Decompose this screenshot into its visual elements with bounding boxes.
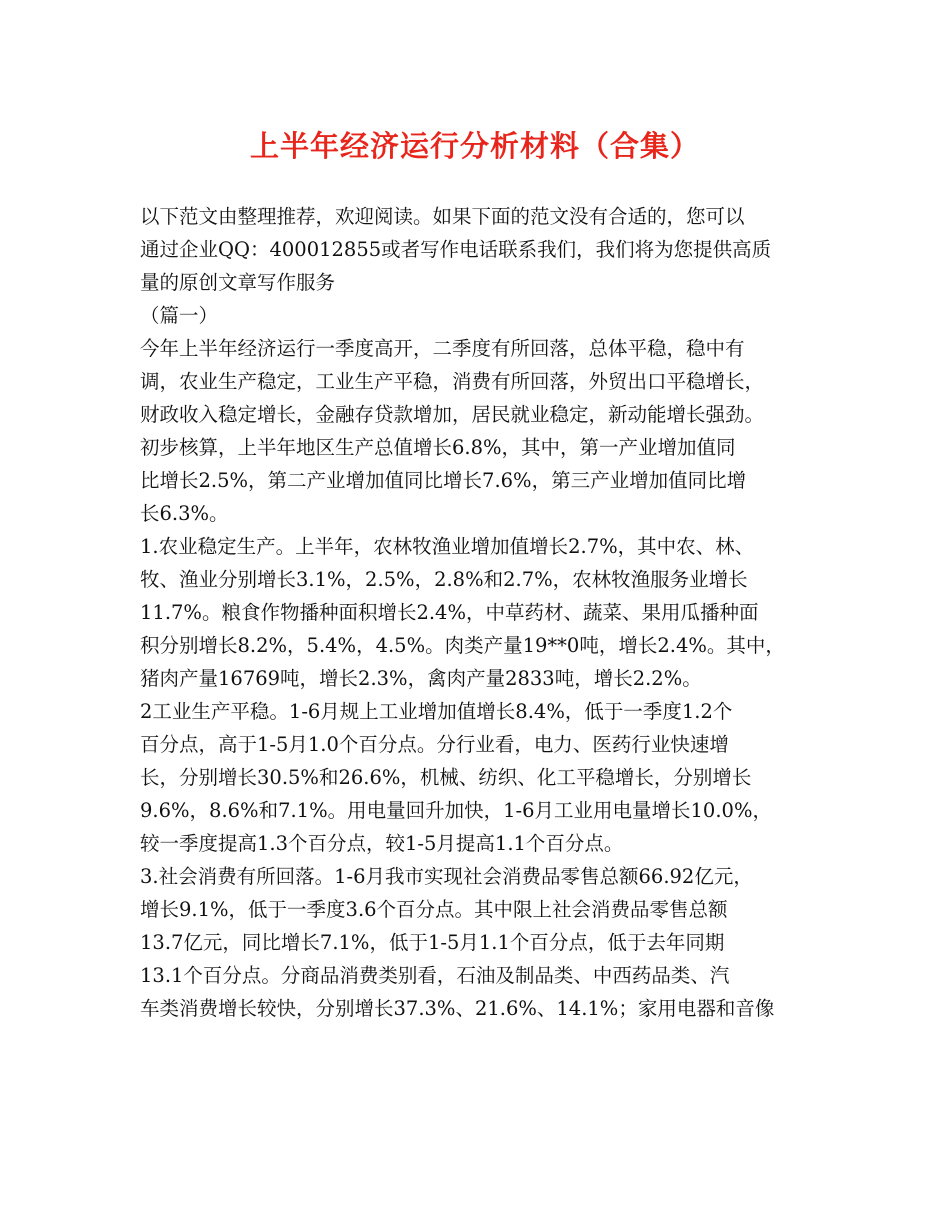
text-line: 量的原创文章写作服务 xyxy=(140,271,336,294)
text-line: 13.1个百分点。分商品消费类别看，石油及制品类、中西药品类、汽 xyxy=(140,964,730,987)
document-title: 上半年经济运行分析材料（合集） xyxy=(249,129,700,163)
text-line: 调，农业生产稳定，工业生产平稳，消费有所回落，外贸出口平稳增长， xyxy=(140,370,765,393)
text-line: 财政收入稳定增长，金融存贷款增加，居民就业稳定，新动能增长强劲。 xyxy=(140,403,765,426)
text-line: 积分别增长8.2%，5.4%，4.5%。肉类产量19**0吨，增长2.4%。其中， xyxy=(140,634,785,657)
text-line: 较一季度提高1.3个百分点，较1-5月提高1.1个百分点。 xyxy=(140,832,624,855)
text-line: 长6.3%。 xyxy=(140,502,229,525)
text-line: 长，分别增长30.5%和26.6%，机械、纺织、化工平稳增长，分别增长 xyxy=(140,766,752,789)
text-line: 百分点，高于1-5月1.0个百分点。分行业看，电力、医药行业快速增 xyxy=(140,733,729,756)
text-line: 13.7亿元，同比增长7.1%，低于1-5月1.1个百分点，低于去年同期 xyxy=(140,931,725,954)
document-body xyxy=(140,200,820,1025)
section-heading: （篇一） xyxy=(140,304,219,327)
text-line: 3.社会消费有所回落。1-6月我市实现社会消费品零售总额66.92亿元， xyxy=(140,865,753,888)
text-line: 车类消费增长较快，分别增长37.3%、21.6%、14.1%；家用电器和音像 xyxy=(140,997,775,1020)
text-line: 今年上半年经济运行一季度高开，二季度有所回落，总体平稳，稳中有 xyxy=(140,337,745,360)
text-line: 以下范文由整理推荐，欢迎阅读。如果下面的范文没有合适的，您可以 xyxy=(140,205,745,228)
text-line: 11.7%。粮食作物播种面积增长2.4%，中草药材、蔬菜、果用瓜播种面 xyxy=(140,601,759,624)
text-line: 9.6%，8.6%和7.1%。用电量回升加快，1-6月工业用电量增长10.0%， xyxy=(140,799,772,822)
text-line: 2工业生产平稳。1-6月规上工业增加值增长8.4%，低于一季度1.2个 xyxy=(140,700,733,723)
text-line: 增长9.1%，低于一季度3.6个百分点。其中限上社会消费品零售总额 xyxy=(140,898,728,921)
text-line: 通过企业QQ：400012855或者写作电话联系我们，我们将为您提供高质 xyxy=(140,238,772,261)
text-line: 初步核算，上半年地区生产总值增长6.8%，其中，第一产业增加值同 xyxy=(140,436,736,459)
text-line: 1.农业稳定生产。上半年，农林牧渔业增加值增长2.7%，其中农、林、 xyxy=(140,535,755,558)
text-line: 猪肉产量16769吨，增长2.3%，禽肉产量2833吨，增长2.2%。 xyxy=(140,667,702,690)
text-line: 比增长2.5%，第二产业增加值同比增长7.6%，第三产业增加值同比增 xyxy=(140,469,747,492)
text-line: 牧、渔业分别增长3.1%，2.5%，2.8%和2.7%，农林牧渔服务业增长 xyxy=(140,568,748,591)
